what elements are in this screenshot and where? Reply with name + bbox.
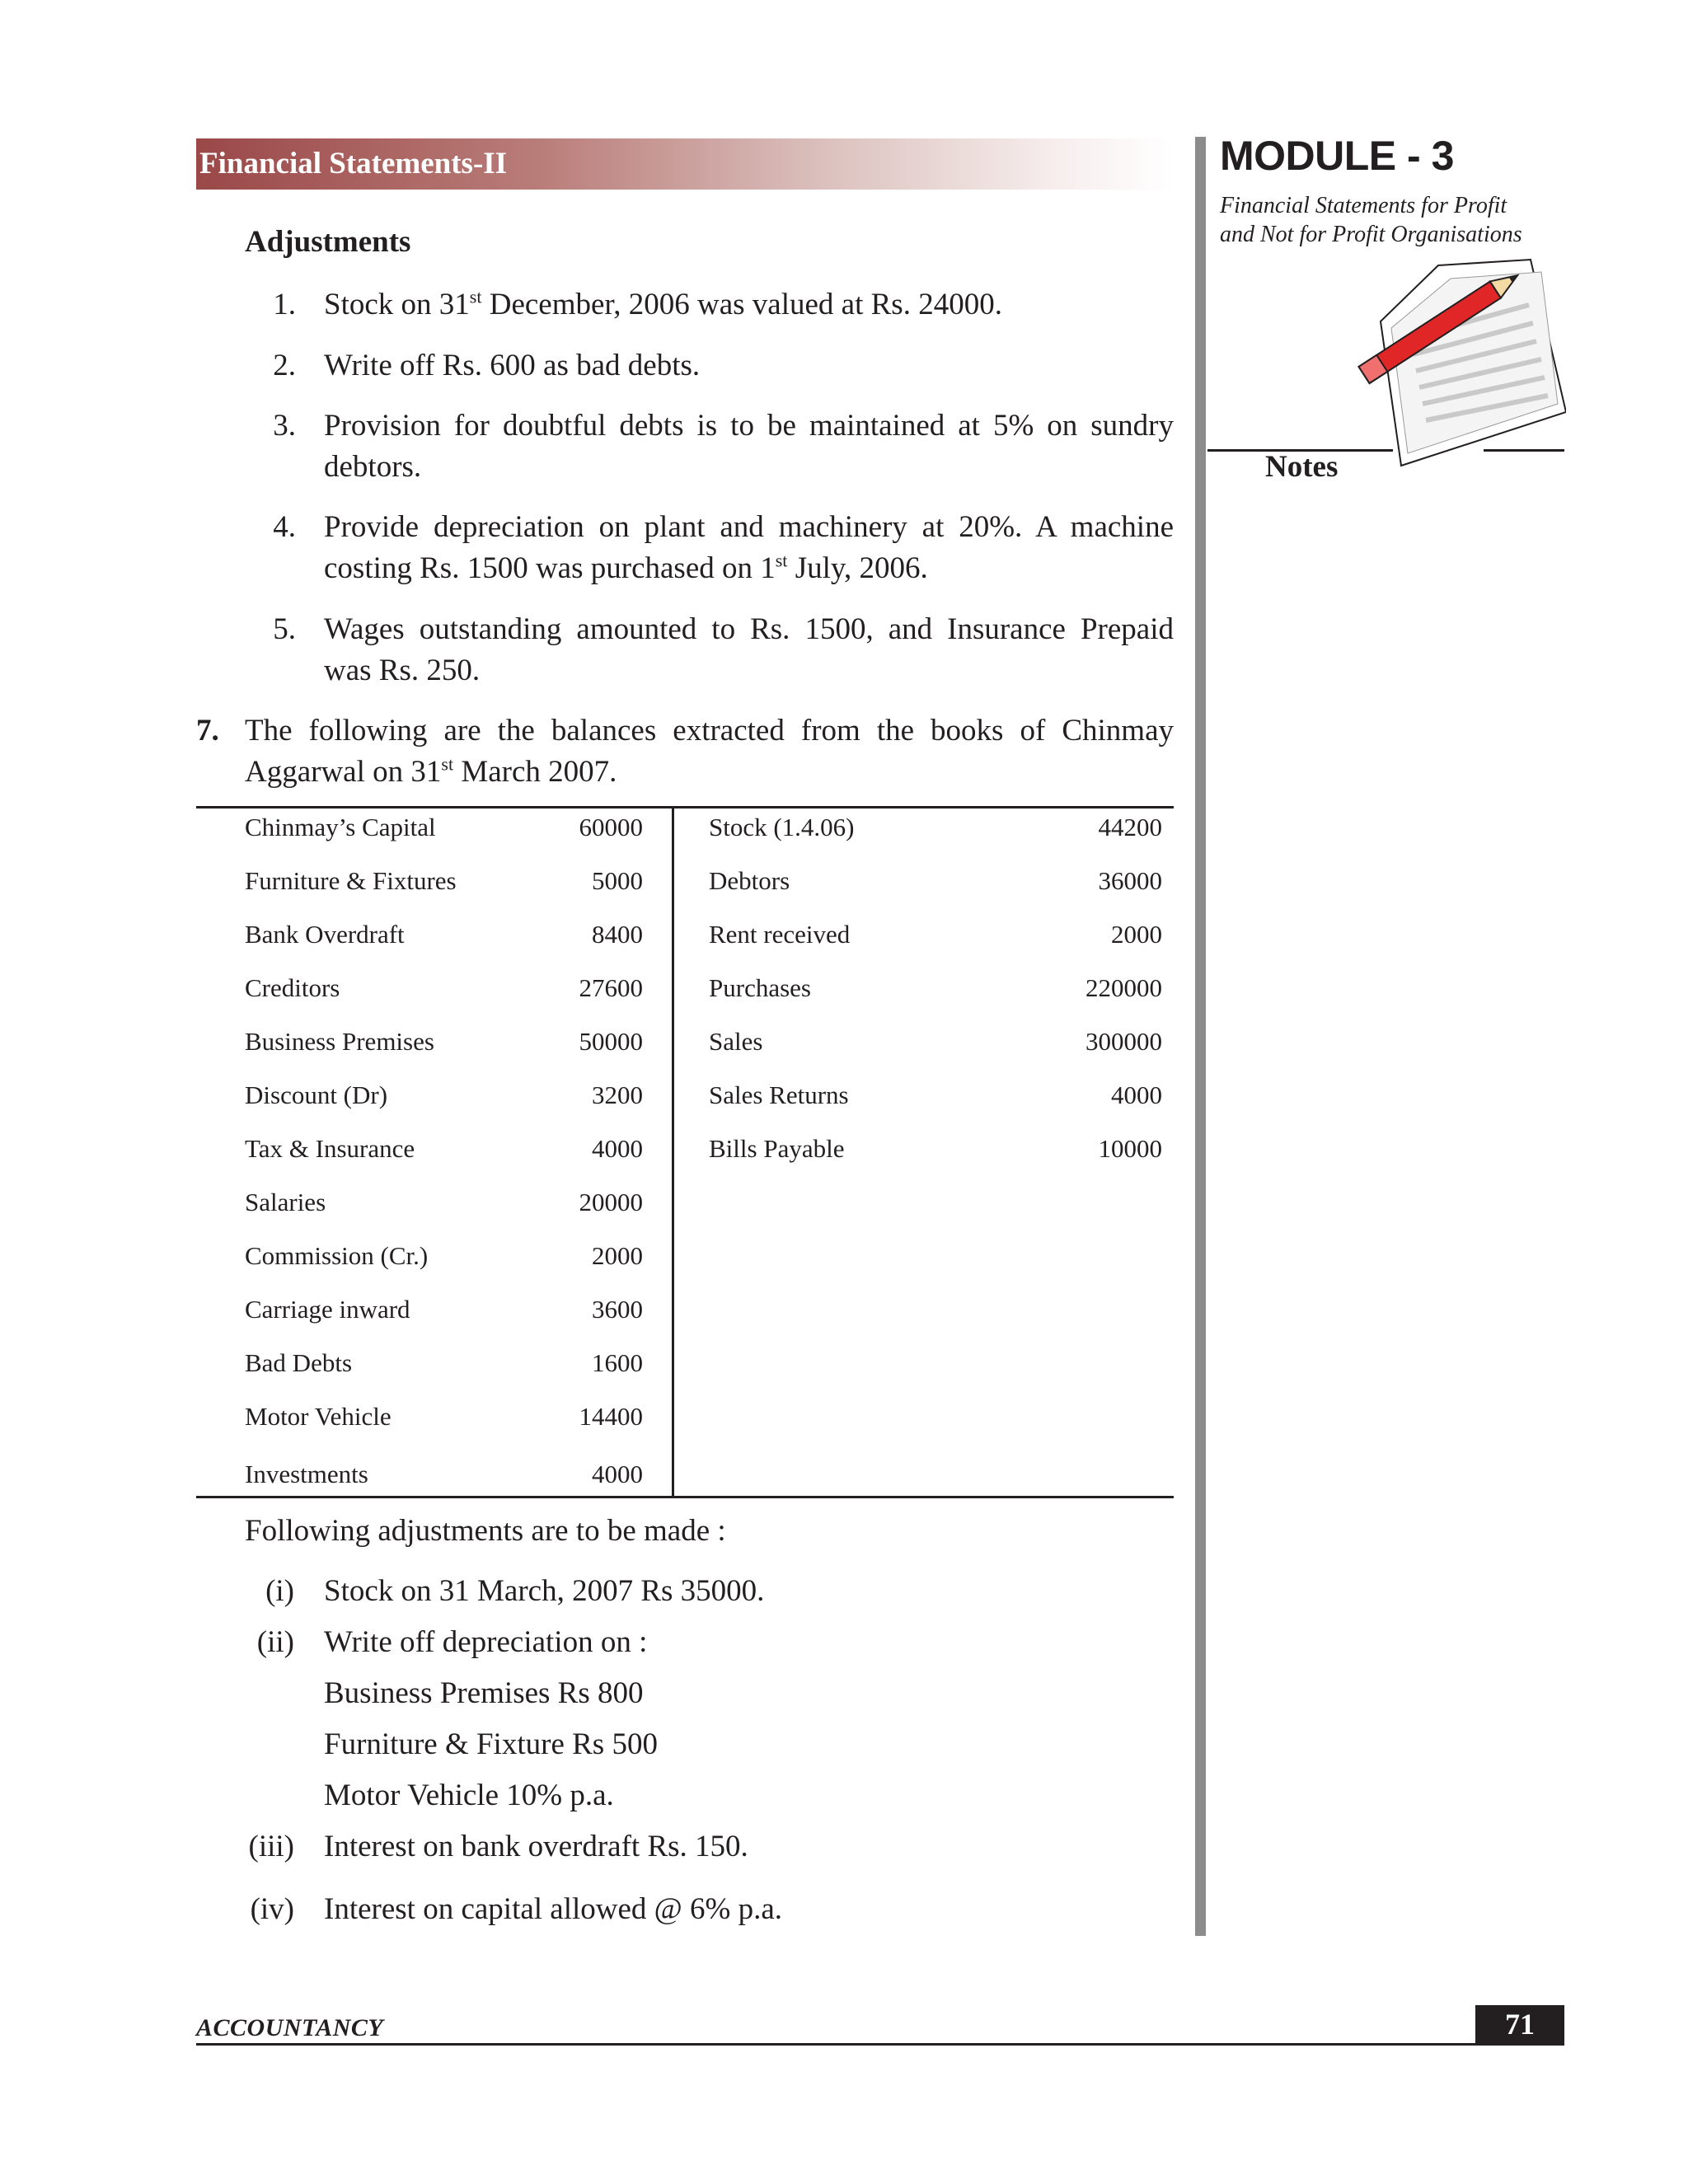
- question-text: The following are the balances extracted from the books of Chinmay: [245, 714, 1174, 748]
- table-value-left: 4000: [592, 1460, 643, 1488]
- table-value-left: 3200: [592, 1080, 643, 1109]
- adjustment-item-cont: debtors.: [324, 450, 422, 484]
- adjustment-number: 1.: [273, 288, 296, 321]
- notes-label: Notes: [1265, 450, 1339, 484]
- adjustment-item-cont: was Rs. 250.: [324, 654, 481, 687]
- notes-pencil-icon: [1203, 247, 1566, 494]
- question-number: 7.: [196, 714, 219, 748]
- superscript: st: [469, 286, 482, 307]
- adjustment-item: Wages outstanding amounted to Rs. 1500, and Insurance Prepaid: [324, 612, 1174, 646]
- footer-title: ACCOUNTANCY: [196, 2014, 384, 2041]
- table-label-left: Furniture & Fixtures: [245, 866, 457, 895]
- table-bottom-rule: [196, 1496, 1174, 1498]
- table-top-rule: [196, 806, 1174, 808]
- following-item: Business Premises Rs 800: [324, 1676, 644, 1710]
- following-item: Motor Vehicle 10% p.a.: [324, 1779, 614, 1812]
- adjustment-text: December, 2006 was valued at Rs. 24000.: [481, 288, 1002, 321]
- roman-number: (iv): [250, 1892, 294, 1926]
- table-value-left: 1600: [592, 1348, 643, 1377]
- footer-rule: [196, 2043, 1564, 2046]
- table-value-left: 20000: [579, 1188, 643, 1216]
- table-label-right: Sales Returns: [709, 1080, 849, 1109]
- table-value-left: 50000: [579, 1027, 643, 1056]
- question-text-part: Aggarwal on 31: [245, 755, 442, 789]
- table-value-right: 4000: [1111, 1080, 1162, 1109]
- table-value-left: 14400: [579, 1402, 643, 1431]
- roman-number: (iii): [248, 1830, 294, 1863]
- following-item: Interest on capital allowed @ 6% p.a.: [324, 1892, 782, 1926]
- table-label-right: Purchases: [709, 973, 811, 1002]
- table-value-right: 44200: [1098, 813, 1162, 841]
- table-label-left: Carriage inward: [245, 1295, 410, 1324]
- table-label-left: Salaries: [245, 1188, 326, 1216]
- table-label-left: Discount (Dr): [245, 1080, 388, 1109]
- table-value-right: 10000: [1098, 1134, 1162, 1163]
- table-value-left: 27600: [579, 973, 643, 1002]
- adjustment-item: Provision for doubtful debts is to be maintained at 5% on sundry: [324, 409, 1174, 443]
- adjustment-text: Stock on 31: [324, 288, 470, 321]
- table-value-left: 4000: [592, 1134, 643, 1163]
- table-value-right: 2000: [1111, 920, 1162, 949]
- adjustment-text: costing Rs. 1500 was purchased on 1: [324, 551, 776, 585]
- adjustment-item: [324, 288, 1002, 321]
- question-text-part: March 2007.: [453, 755, 617, 789]
- module-subtitle: [1220, 191, 1566, 249]
- table-value-right: 220000: [1085, 973, 1162, 1002]
- table-label-left: Creditors: [245, 973, 340, 1002]
- adjustment-number: 3.: [273, 409, 296, 443]
- adjustment-number: 5.: [273, 612, 296, 646]
- table-label-right: Rent received: [709, 920, 851, 949]
- notes-rule-right: [1484, 449, 1564, 452]
- module-subtitle-line2: and Not for Profit Organisations: [1220, 222, 1522, 247]
- adjustment-number: 2.: [273, 349, 296, 382]
- adjustments-heading: Adjustments: [245, 225, 411, 259]
- table-label-left: Tax & Insurance: [245, 1134, 415, 1163]
- table-label-left: Bank Overdraft: [245, 920, 405, 949]
- table-value-right: 36000: [1098, 866, 1162, 895]
- module-subtitle-line1: Financial Statements for Profit: [1220, 193, 1507, 218]
- table-label-right: Stock (1.4.06): [709, 813, 855, 841]
- table-label-left: Motor Vehicle: [245, 1402, 392, 1431]
- table-label-left: Bad Debts: [245, 1348, 353, 1377]
- superscript: st: [441, 753, 454, 775]
- adjustment-text: July, 2006.: [787, 551, 928, 585]
- table-column-divider: [672, 808, 674, 1497]
- question-text-cont: [245, 753, 617, 789]
- table-label-right: Bills Payable: [709, 1134, 845, 1163]
- following-item: Interest on bank overdraft Rs. 150.: [324, 1830, 748, 1863]
- table-label-right: Sales: [709, 1027, 763, 1056]
- table-value-left: 2000: [592, 1241, 643, 1270]
- table-value-right: 300000: [1085, 1027, 1162, 1056]
- section-title: Financial Statements-II: [199, 147, 508, 180]
- superscript: st: [775, 550, 788, 571]
- following-item: Stock on 31 March, 2007 Rs 35000.: [324, 1574, 765, 1608]
- table-value-left: 5000: [592, 866, 643, 895]
- table-label-left: Business Premises: [245, 1027, 434, 1056]
- table-label-left: Commission (Cr.): [245, 1241, 429, 1270]
- table-label-right: Debtors: [709, 866, 790, 895]
- following-item: Furniture & Fixture Rs 500: [324, 1727, 658, 1761]
- table-label-left: Chinmay’s Capital: [245, 813, 436, 841]
- following-heading: Following adjustments are to be made :: [245, 1514, 726, 1548]
- roman-number: (ii): [256, 1625, 294, 1659]
- adjustment-item: Write off Rs. 600 as bad debts.: [324, 349, 701, 382]
- adjustment-item: Provide depreciation on plant and machinery at 20%. A machine: [324, 510, 1174, 544]
- following-item: Write off depreciation on :: [324, 1625, 648, 1659]
- adjustment-number: 4.: [273, 510, 296, 544]
- table-value-left: 3600: [592, 1295, 643, 1324]
- table-label-left: Investments: [245, 1460, 368, 1488]
- table-value-left: 8400: [592, 920, 643, 949]
- page-number: 71: [1505, 2008, 1535, 2041]
- module-title: MODULE - 3: [1220, 133, 1454, 179]
- adjustment-item-cont: [324, 552, 928, 585]
- roman-number: (i): [265, 1574, 294, 1608]
- table-value-left: 60000: [579, 813, 643, 841]
